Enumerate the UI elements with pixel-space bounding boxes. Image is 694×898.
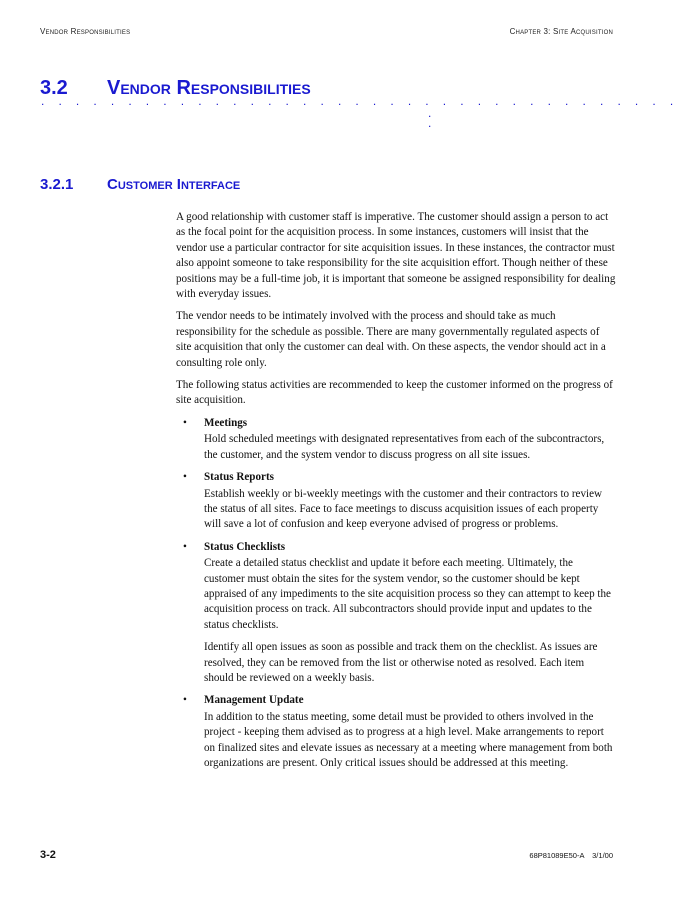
section-number: 3.2 [40, 77, 68, 99]
dotted-rule-dot: . [428, 106, 432, 120]
subsection-heading [40, 176, 240, 193]
bullet-item [176, 470, 616, 485]
subsection-title: Customer Interface [107, 176, 241, 193]
bullet-icon: • [183, 471, 187, 484]
paragraph: A good relationship with customer staff is imperative. The customer should assign a person to act as the focal point for the acquisition process. In some instances, customers will insist that the vendor use a particular contractor for site acquisition issues. In these instances, the contractor must also appoint someone to take responsibility for the site acquisition effort. Though neither of these positions may be a full-time job, it is important that someone be assigned responsibility for dealing with everyday issues. [176, 211, 616, 301]
bullet-item [176, 540, 616, 555]
page-number: 3-2 [40, 849, 56, 861]
document-date: 3/1/00 [592, 851, 613, 860]
document-id: 68P81089E50-A [529, 851, 585, 860]
footer-doc-info [529, 851, 613, 860]
bullet-paragraph: Identify all open issues as soon as possible and track them on the checklist. As issues are resolved, they can be removed from the list or otherwise noted as resolved. Each item should be reviewed on a weekly basis. [204, 641, 598, 684]
bullet-icon: • [183, 416, 187, 429]
running-header-right: Chapter 3: Site Acquisition [509, 27, 613, 36]
paragraph: The vendor needs to be intimately involved with the process and should take as much responsibility for the schedule as possible. There are many governmentally regulated aspects of site acquisition that only the customer can deal with. On these aspects, the vendor should act in a consulting role only. [176, 310, 606, 369]
running-header-left: Vendor Responsibilities [40, 27, 131, 36]
dotted-rule-dot: . [428, 116, 432, 130]
body-text [176, 210, 616, 778]
dotted-rule: . . . . . . . . . . . . . . . . . . . . . . . . . . . . . . . . . . . . . [41, 94, 679, 108]
bullet-title: Status Reports [204, 471, 274, 484]
bullet-item [176, 693, 616, 708]
bullet-title: Meetings [204, 416, 248, 429]
bullet-icon: • [183, 540, 187, 553]
bullet-paragraph: Create a detailed status checklist and update it before each meeting. Ultimately, the customer must obtain the sites for the system vendor, so the customer should be kept appraised of any impediments to the site acquisition process so they can attempt to keep the acquisition process on track. All subcontractors should provide input and updates to the status checklists. [204, 557, 611, 631]
bullet-paragraph: Hold scheduled meetings with designated representatives from each of the subcontractors, the customer, and the system vendor to discuss progress on all site issues. [204, 433, 605, 461]
bullet-icon: • [183, 694, 187, 707]
section-title: Vendor Responsibilities [107, 77, 311, 99]
bullet-title: Status Checklists [204, 540, 286, 553]
subsection-number: 3.2.1 [40, 176, 74, 193]
paragraph: The following status activities are recommended to keep the customer informed on the progress of site acquisition. [176, 379, 613, 407]
bullet-paragraph: In addition to the status meeting, some detail must be provided to others involved in the project - keeping them advised as to progress at a high level. Make arrangements to report on finalized sites and elevate issues as necessary at a meeting where management from both organizations are present. Only critical issues should be addressed at this meeting. [204, 710, 613, 769]
bullet-title: Management Update [204, 694, 304, 707]
bullet-paragraph: Establish weekly or bi-weekly meetings with the customer and their contractors to review the status of all sites. Face to face meetings to discuss acquisition issues of each property will save a lot of confusion and keep everyone advised of progress or problems. [204, 487, 603, 531]
bullet-item [176, 416, 616, 431]
